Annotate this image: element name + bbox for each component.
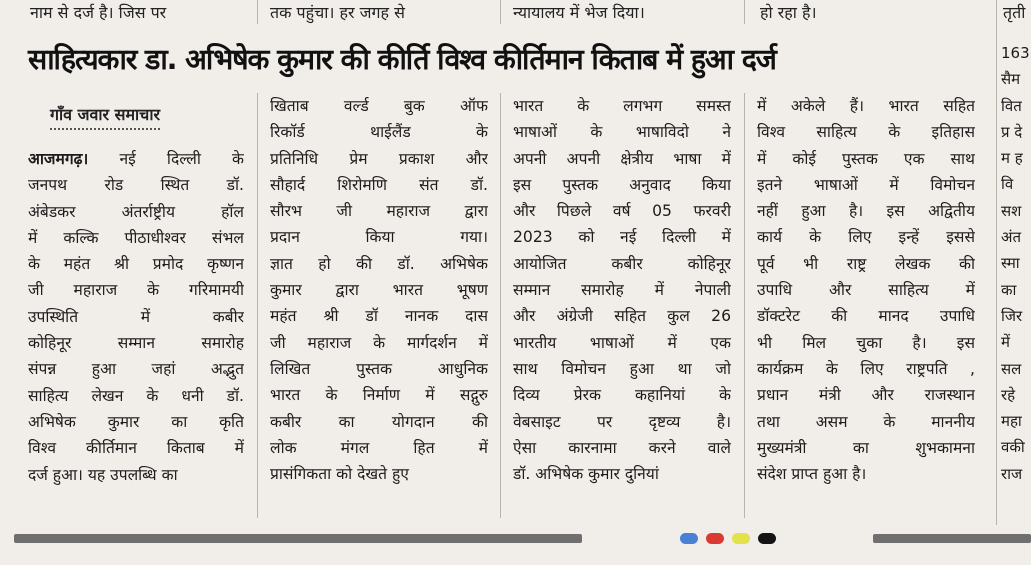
article-line: भाषाओं के भाषाविदो ने xyxy=(513,123,731,142)
fragment-line: का xyxy=(1001,280,1017,299)
article-line: लोक मंगल हित में xyxy=(270,438,488,457)
article-line: दर्ज हुआ। यह उपलब्धि का xyxy=(28,465,178,484)
article-line: ज्ञात हो की डॉ. अभिषेक xyxy=(270,254,488,273)
decorative-dot-red xyxy=(706,533,724,544)
article-line: वेबसाइट पर दृष्टव्य है। xyxy=(513,412,731,431)
article-line: प्रदान किया गया। xyxy=(270,228,488,247)
fragment-line: वि xyxy=(1001,175,1014,194)
article-line: उपस्थिति में कबीर xyxy=(28,307,244,326)
article-line: जी महाराज के गरिमामयी xyxy=(28,281,244,300)
article-line: कार्यक्रम के लिए राष्ट्रपति , xyxy=(757,359,975,378)
article-line: जी महाराज के मार्गदर्शन में xyxy=(270,333,488,352)
fragment-line: प्र दे xyxy=(1001,122,1023,141)
article-line: संदेश प्राप्त हुआ है। xyxy=(757,465,867,484)
byline: गाँव जवार समाचार xyxy=(50,103,160,130)
column-rule-3 xyxy=(744,93,745,518)
article-line: लिखित पुस्तक आधुनिक xyxy=(270,359,488,378)
article-line: इतने भाषाओं में विमोचन xyxy=(757,175,975,194)
column-rule-2 xyxy=(500,93,501,518)
bottom-rule-right xyxy=(873,534,1031,543)
article-line: सौरभ जी महाराज द्वारा xyxy=(270,202,488,221)
top-fragment-3: न्यायालय में भेज दिया। xyxy=(513,3,645,22)
fragment-line: सश xyxy=(1001,201,1022,220)
fragment-line: महा xyxy=(1001,412,1022,431)
article-line: भारत के लगभग समस्त xyxy=(513,97,731,115)
article-line: अपनी अपनी क्षेत्रीय भाषा में xyxy=(513,149,731,168)
bottom-rule-left xyxy=(14,534,582,543)
article-line: अंबेडकर अंतर्राष्ट्रीय हॉल xyxy=(28,202,244,221)
column-rule-top-2 xyxy=(500,0,501,24)
article-line: नहीं हुआ है। इस अद्वितीय xyxy=(757,202,975,221)
dateline: आजमगढ़। xyxy=(28,150,89,168)
article-line: रिकॉर्ड थाईलैंड के xyxy=(270,123,488,142)
article-line: में कल्कि पीठाधीश्वर संभल xyxy=(28,228,244,247)
article-line: कोहिनूर सम्मान समारोह xyxy=(28,334,244,353)
article-line: अभिषेक कुमार का कृति xyxy=(28,412,244,431)
article-line: प्रतिनिधि प्रेम प्रकाश और xyxy=(270,149,488,168)
article-line: जनपथ रोड स्थित डॉ. xyxy=(28,176,244,195)
article-line: 2023 को नई दिल्ली में xyxy=(513,228,731,247)
fragment-line: वकी xyxy=(1001,438,1025,457)
top-fragment-2: तक पहुंचा। हर जगह से xyxy=(270,3,405,22)
article-line: मुख्यमंत्री का शुभकामना xyxy=(757,438,975,457)
column-rule-top-1 xyxy=(257,0,258,24)
article-line: तथा असम के माननीय xyxy=(757,412,975,431)
article-line: महंत श्री डॉ नानक दास xyxy=(270,307,488,326)
article-column-3 xyxy=(513,93,731,487)
article-column-4 xyxy=(757,93,975,487)
article-line: साहित्य लेखन के धनी डॉ. xyxy=(28,386,244,405)
article-line: कार्य के लिए इन्हें इससे xyxy=(757,228,975,247)
top-fragment-1: नाम से दर्ज है। जिस पर xyxy=(30,3,167,22)
article-line: इस पुस्तक अनुवाद किया xyxy=(513,175,731,194)
article-line: में कोई पुस्तक एक साथ xyxy=(757,149,975,168)
article-line: में अकेले हैं। भारत सहित xyxy=(757,97,975,115)
article-line: और पिछले वर्ष 05 फरवरी xyxy=(513,202,731,221)
decorative-dot-blue xyxy=(680,533,698,544)
column-rule-right xyxy=(996,0,997,525)
article-column-2 xyxy=(270,93,488,487)
article-line: संपन्न हुआ जहां अद्भुत xyxy=(28,360,244,379)
decorative-dot-black xyxy=(758,533,776,544)
fragment-line: सल xyxy=(1001,359,1022,378)
article-line: ऐसा कारनामा करने वाले xyxy=(513,438,731,457)
article-line: विश्व कीर्तिमान किताब में xyxy=(28,439,244,458)
fragment-line: वित xyxy=(1001,96,1022,115)
article-column-1 xyxy=(28,146,244,488)
article-line: भारतीय भाषाओं में एक xyxy=(513,333,731,352)
top-fragment-4: हो रहा है। xyxy=(760,3,817,22)
article-headline: साहित्यकार डा. अभिषेक कुमार की कीर्ति विश्व कीर्तिमान किताब में हुआ दर्ज xyxy=(28,43,776,76)
adjacent-article-fragment xyxy=(1001,40,1031,487)
article-line: साथ विमोचन हुआ था जो xyxy=(513,359,731,378)
fragment-line: स्मा xyxy=(1001,254,1020,273)
fragment-line: सैम xyxy=(1001,70,1021,89)
fragment-line: राज xyxy=(1001,464,1023,483)
article-line: भारत के निर्माण में सद्गुरु xyxy=(270,386,488,405)
article-line: सम्मान समारोह में नेपाली xyxy=(513,281,731,300)
article-line: डॉ. अभिषेक कुमार दुनियां xyxy=(513,465,659,484)
top-fragment-5: तृती xyxy=(1003,3,1026,22)
article-line: के महंत श्री प्रमोद कृष्णन xyxy=(28,255,244,274)
article-line: कबीर का योगदान की xyxy=(270,412,488,431)
article-line: दिव्य प्रेरक कहानियां के xyxy=(513,386,731,405)
column-rule-top-3 xyxy=(744,0,745,24)
article-line: आजमगढ़। नई दिल्ली के xyxy=(28,150,244,168)
article-line: प्रासंगिकता को देखते हुए xyxy=(270,465,409,484)
article-line: सौहार्द शिरोमणि संत डॉ. xyxy=(270,175,488,194)
fragment-line: में xyxy=(1001,333,1010,352)
fragment-line: रहे xyxy=(1001,385,1016,404)
article-line: कुमार द्वारा भारत भूषण xyxy=(270,281,488,300)
article-line: और अंग्रेजी सहित कुल 26 xyxy=(513,307,731,326)
article-line: विश्व साहित्य के इतिहास xyxy=(757,123,975,142)
decorative-dot-yellow xyxy=(732,533,750,544)
fragment-line: जिर xyxy=(1001,306,1023,325)
article-line: प्रधान मंत्री और राजस्थान xyxy=(757,386,975,405)
fragment-line: अंत xyxy=(1001,228,1022,247)
article-line: आयोजित कबीर कोहिनूर xyxy=(513,254,731,273)
column-rule-1 xyxy=(257,93,258,518)
previous-article-fragment xyxy=(0,0,1031,28)
article-line: उपाधि और साहित्य में xyxy=(757,281,975,300)
article-line: भी मिल चुका है। इस xyxy=(757,333,975,352)
fragment-line: 163 xyxy=(1001,44,1030,62)
article-line: पूर्व भी राष्ट्र लेखक की xyxy=(757,254,975,273)
article-line: खिताब वर्ल्ड बुक ऑफ xyxy=(270,97,488,115)
fragment-line: म ह xyxy=(1001,149,1023,168)
article-line: डॉक्टरेट की मानद उपाधि xyxy=(757,307,975,326)
